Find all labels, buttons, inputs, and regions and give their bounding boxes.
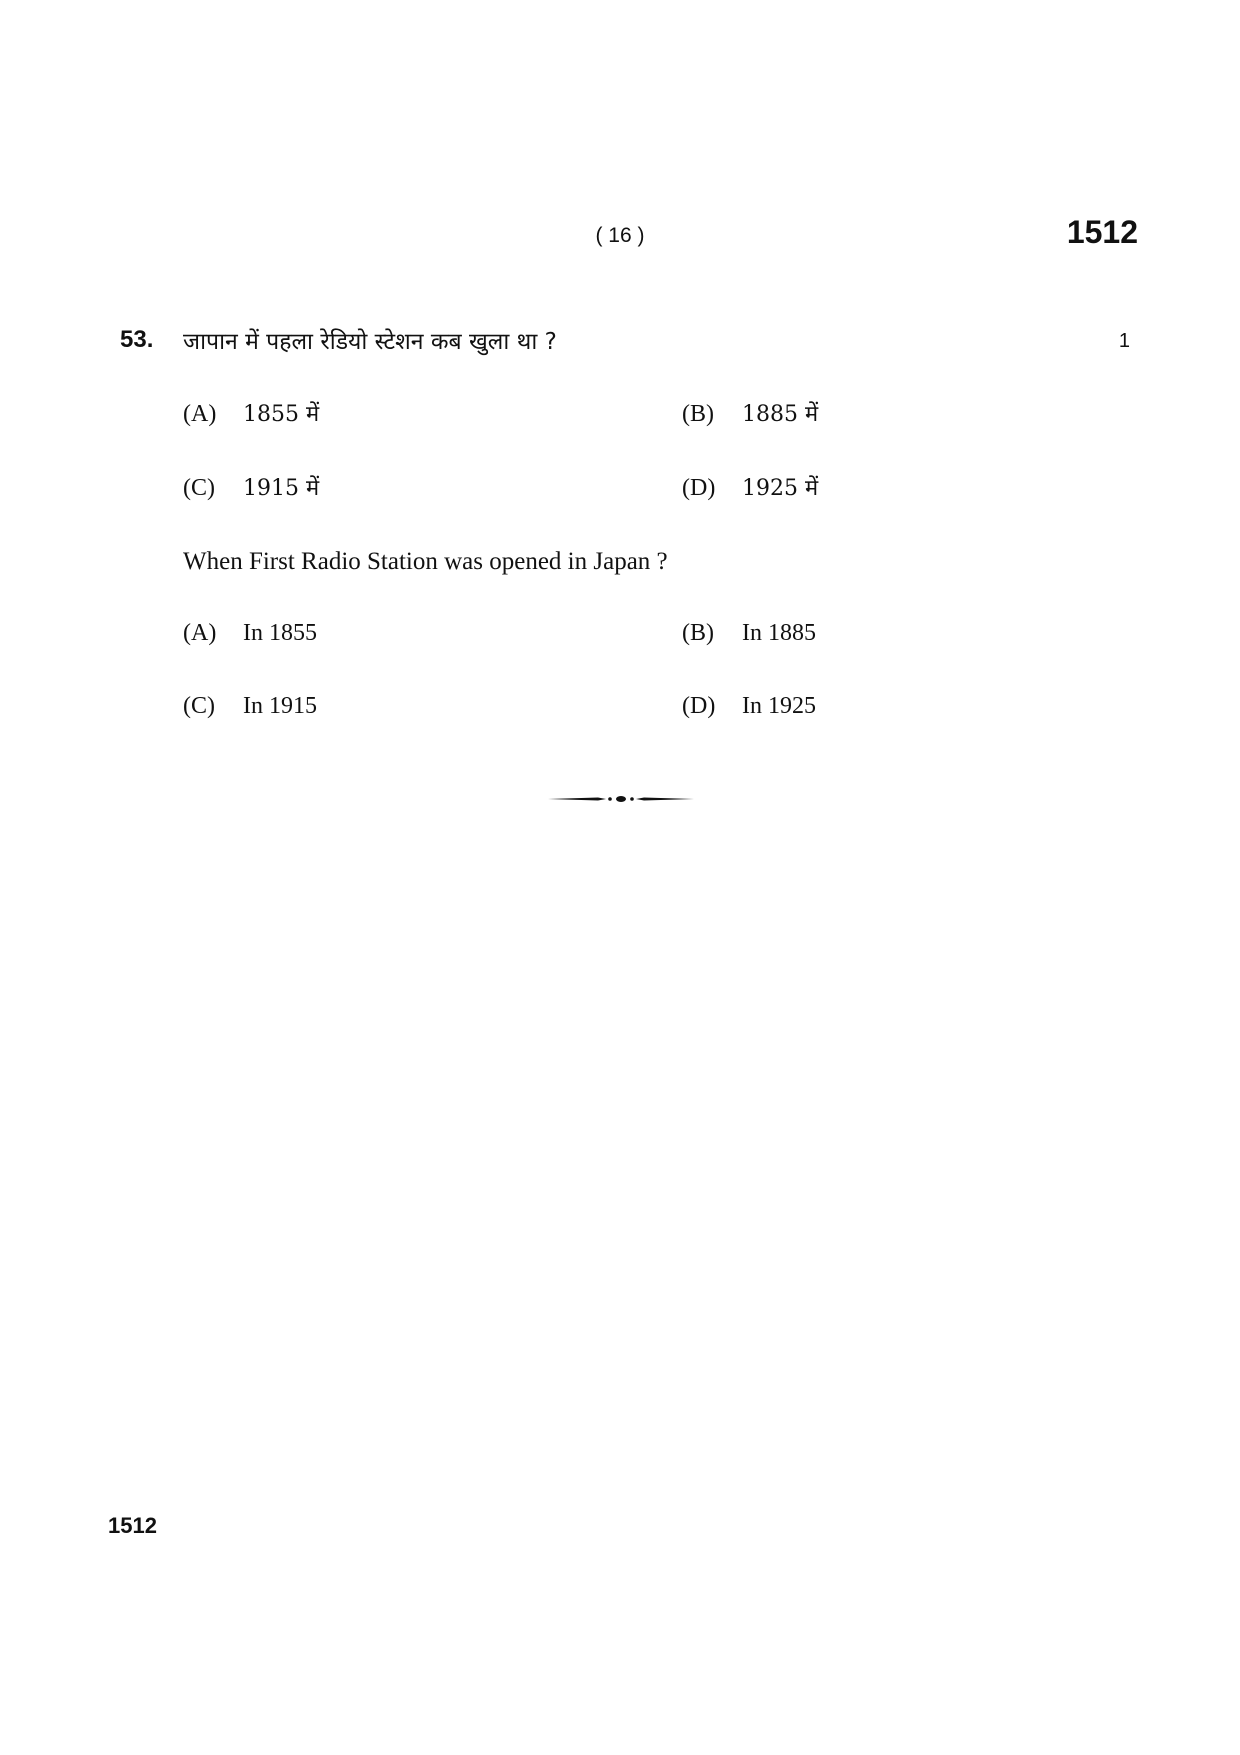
question-text-english: When First Radio Station was opened in Japan ? <box>183 548 668 575</box>
option-hindi-c <box>183 472 319 502</box>
option-hindi-d <box>682 472 818 502</box>
option-value: In 1915 <box>243 693 317 719</box>
option-english-d <box>682 693 816 720</box>
option-english-a <box>183 620 317 647</box>
option-value: 1915 में <box>243 476 320 501</box>
question-marks: 1 <box>1118 330 1130 352</box>
question-text-hindi: जापान में पहला रेडियो स्टेशन कब खुला था ? <box>183 329 557 355</box>
paper-code-header: 1512 <box>1066 214 1138 250</box>
option-letter: (B) <box>682 401 714 427</box>
option-hindi-b <box>682 398 818 428</box>
option-letter: (D) <box>682 475 716 501</box>
page-number: ( 16 ) <box>595 224 645 247</box>
option-value: 1855 में <box>243 402 320 427</box>
option-letter: (D) <box>682 693 716 719</box>
option-value: In 1925 <box>742 693 816 719</box>
option-letter: (A) <box>183 620 217 646</box>
option-letter: (A) <box>183 401 217 427</box>
option-value: 1925 में <box>742 476 819 501</box>
option-hindi-a <box>183 398 319 428</box>
paper-code-footer: 1512 <box>108 1513 157 1538</box>
end-divider <box>548 792 694 806</box>
option-letter: (C) <box>183 475 215 501</box>
option-letter: (B) <box>682 620 714 646</box>
option-value: 1885 में <box>742 402 819 427</box>
option-value: In 1855 <box>243 620 317 646</box>
option-letter: (C) <box>183 693 215 719</box>
question-number: 53. <box>120 326 154 353</box>
option-value: In 1885 <box>742 620 816 646</box>
option-english-b <box>682 620 816 647</box>
option-english-c <box>183 693 317 720</box>
